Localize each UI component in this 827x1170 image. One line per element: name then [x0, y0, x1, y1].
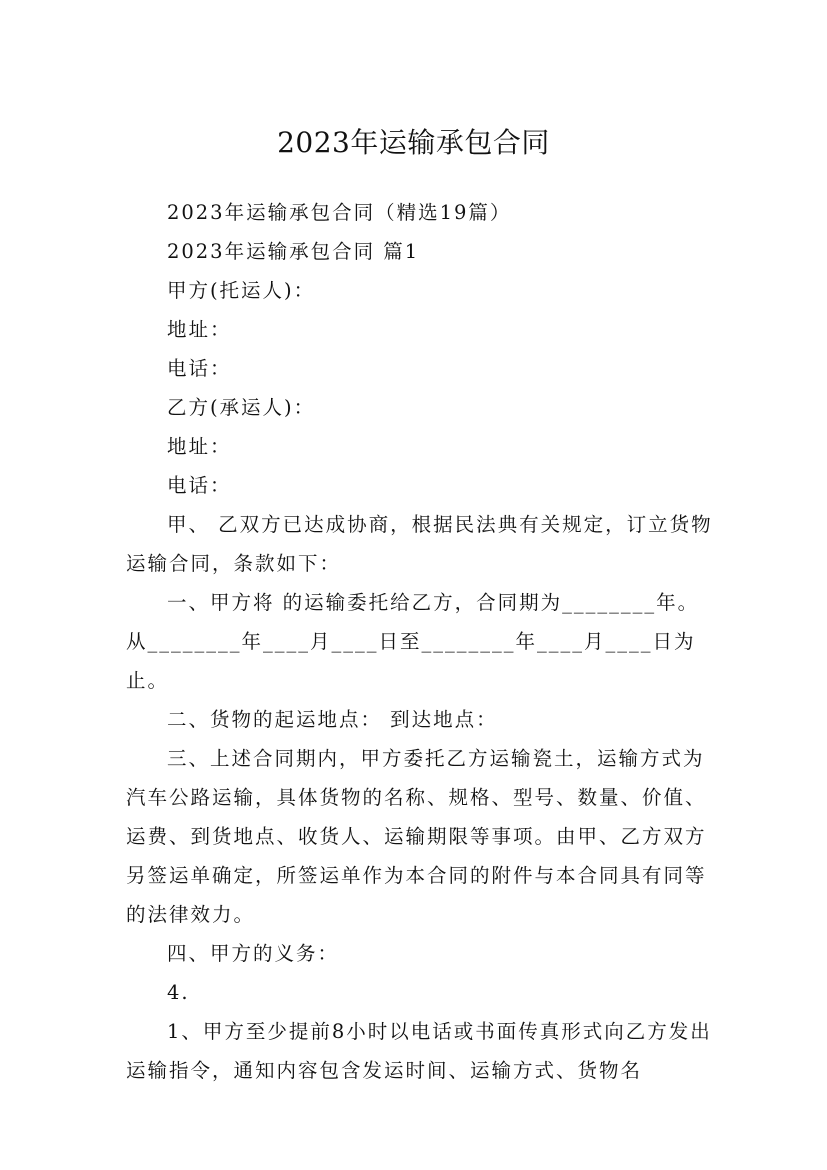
paragraph-intro: 甲、 乙双方已达成协商，根据民法典有关规定，订立货物运输合同，条款如下：: [126, 513, 713, 575]
document-title: 2023年运输承包合同: [277, 125, 550, 159]
paragraph-clause-1: 一、甲方将 的运输委托给乙方，合同期为________年。从________年____月____日至________年____月____日为止。: [126, 591, 700, 692]
paragraph-party-b-address: 地址：: [166, 435, 232, 458]
paragraph-party-a-address: 地址：: [166, 318, 232, 341]
paragraph-subclause-1: 1、甲方至少提前8小时以电话或书面传真形式向乙方发出运输指令，通知内容包含发运时间、运输方式、货物名: [126, 1020, 712, 1082]
document-body: [126, 193, 716, 1090]
paragraph-party-a-phone: 电话：: [166, 357, 232, 380]
paragraph-clause-3: 三、上述合同期内，甲方委托乙方运输瓷土，运输方式为汽车公路运输，具体货物的名称、规格、型号、数量、价值、运费、到货地点、收货人、运输期限等事项。由甲、乙方双方另签运单确定，所签运单作为本合同的附件与本合同具有同等的法律效力。: [126, 747, 707, 926]
paragraph-party-a: 甲方(托运人)：: [166, 279, 316, 302]
paragraph-clause-2: 二、货物的起运地点： 到达地点：: [166, 708, 498, 731]
paragraph-party-b: 乙方(承运人)：: [166, 396, 316, 419]
paragraph-section-heading: 2023年运输承包合同 篇1: [166, 240, 420, 263]
paragraph-clause-4: 四、甲方的义务：: [166, 942, 339, 965]
paragraph-party-b-phone: 电话：: [166, 474, 232, 497]
paragraph-doc-heading: 2023年运输承包合同（精选19篇）: [166, 201, 512, 224]
paragraph-subsection-number: 4.: [166, 981, 190, 1004]
